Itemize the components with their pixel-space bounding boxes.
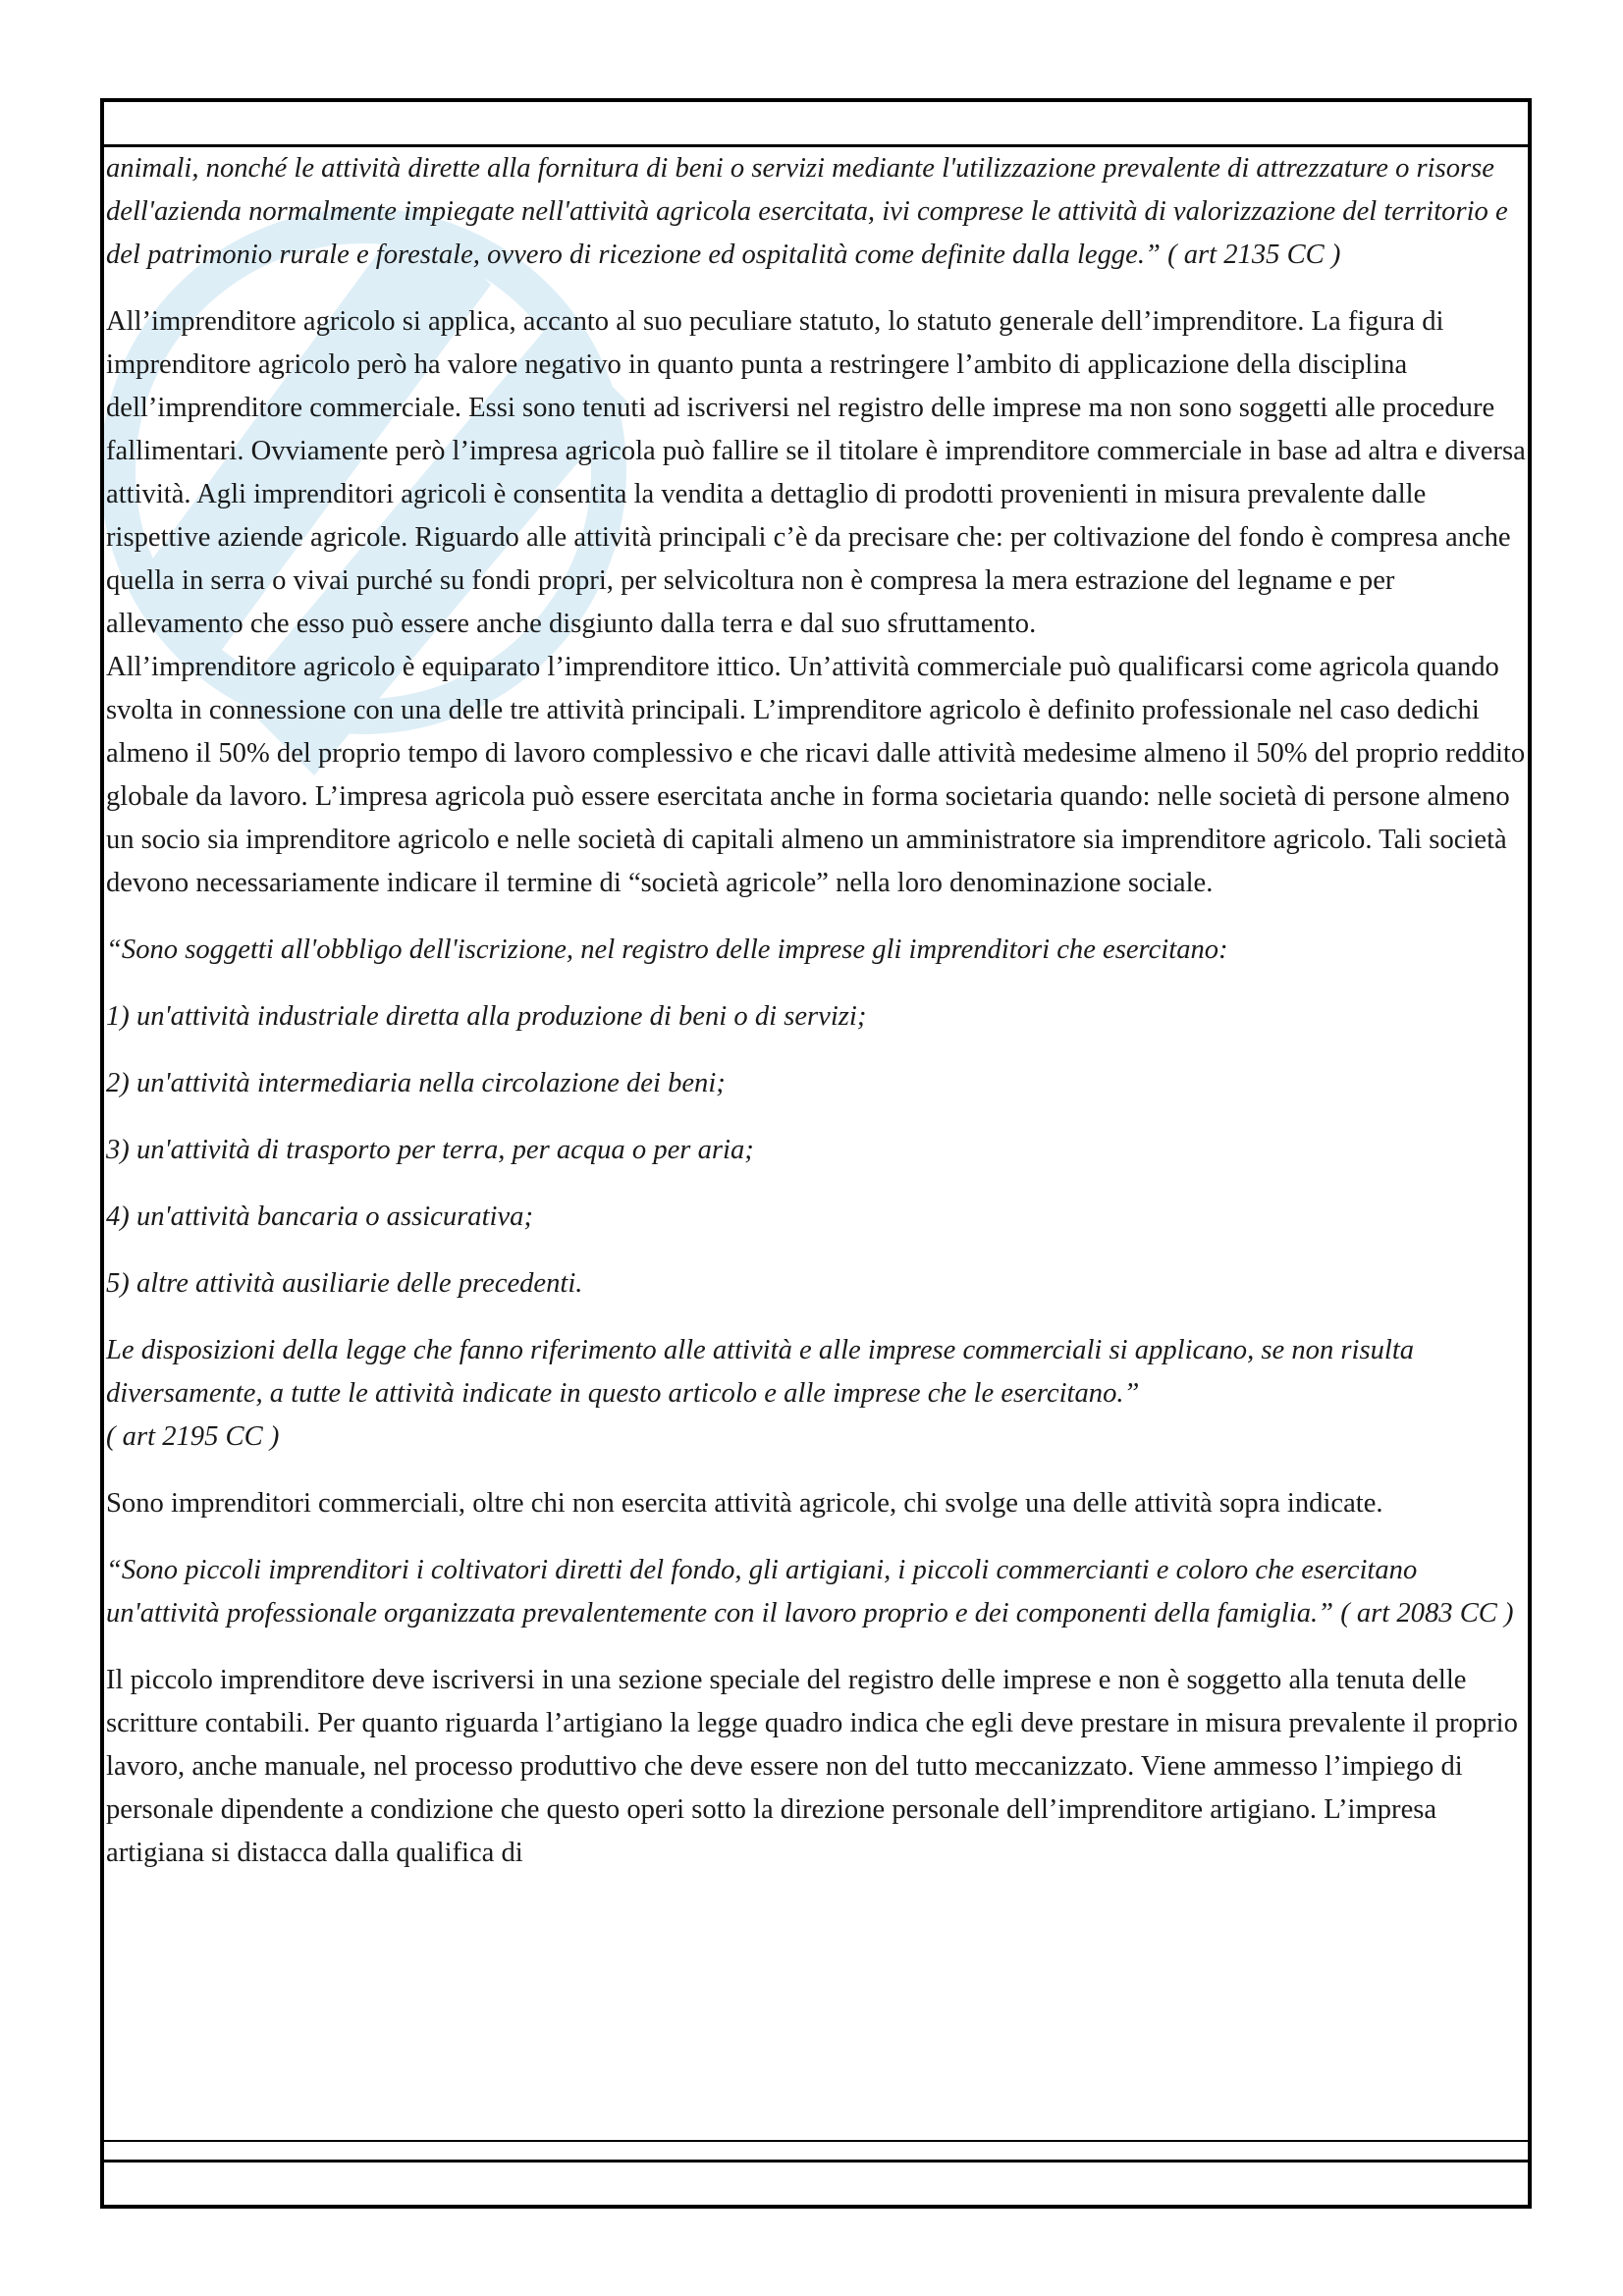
page-frame [100, 98, 1532, 2209]
art-2195-reference: ( art 2195 CC ) [106, 1421, 280, 1452]
list-item: 5) altre attività ausiliarie delle precedenti. [106, 1268, 583, 1299]
document-body [104, 147, 1528, 2134]
list-item: 3) un'attività di trasporto per terra, per acqua o per aria; [106, 1135, 754, 1165]
paragraph-imprenditori-commerciali: Sono imprenditori commerciali, oltre chi non esercita attività agricole, chi svolge una delle attività sopra indicate. [106, 1488, 1383, 1519]
list-item: 2) un'attività intermediaria nella circolazione dei beni; [106, 1068, 726, 1098]
paragraph-art-2195-body [106, 1329, 1526, 1459]
paragraph-art-2083: “Sono piccoli imprenditori i coltivatori diretti del fondo, gli artigiani, i piccoli commercianti e coloro che esercitano un'attività professionale organizzata prevalentemente con il lavoro proprio e dei componenti della famiglia.” ( art 2083 CC ) [106, 1555, 1514, 1629]
paragraph-imprenditore-agricolo: All’imprenditore agricolo si applica, accanto al suo peculiare statuto, lo statuto generale dell’imprenditore. La figura di imprenditore agricolo però ha valore negativo in quanto punta a restringere l’ambito di applicazione della disciplina dell’imprenditore commerciale. Essi sono tenuti ad iscriversi nel registro delle imprese ma non sono soggetti alle procedure fallimentari. Ovviamente però l’impresa agricola può fallire se il titolare è imprenditore commerciale in base ad altra e diversa attività. Agli imprenditori agricoli è consentita la vendita a dettaglio di prodotti provenienti in misura prevalente dalle rispettive aziende agricole. Riguardo alle attività principali c’è da precisare che: per coltivazione del fondo è compresa anche quella in serra o vivai purché su fondi propri, per selvicoltura non è compresa la mera estrazione del legname e per allevamento che esso può essere anche disgiunto dalla terra e dal suo sfruttamento. [106, 306, 1526, 639]
paragraph-art-2195-intro: “Sono soggetti all'obbligo dell'iscrizione, nel registro delle imprese gli imprenditori che esercitano: [106, 934, 1228, 965]
paragraph-imprenditore-ittico: All’imprenditore agricolo è equiparato l’imprenditore ittico. Un’attività commerciale può qualificarsi come agricola quando svolta in connessione con una delle tre attività principali. L’imprenditore agricolo è definito professionale nel caso dedichi almeno il 50% del proprio tempo di lavoro complessivo e che ricavi dalle attività medesime almeno il 50% del proprio reddito globale da lavoro. L’impresa agricola può essere esercitata anche in forma societaria quando: nelle società di persone almeno un socio sia imprenditore agricolo e nelle società di capitali almeno un amministratore sia imprenditore agricolo. Tali società devono necessariamente indicare il termine di “società agricole” nella loro denominazione sociale. [106, 652, 1526, 898]
footer-bar [104, 2160, 1528, 2205]
list-item: 1) un'attività industriale diretta alla produzione di beni o di servizi; [106, 1001, 867, 1032]
paragraph-piccolo-imprenditore: Il piccolo imprenditore deve iscriversi in una sezione speciale del registro delle imprese e non è soggetto alla tenuta delle scritture contabili. Per quanto riguarda l’artigiano la legge quadro indica che egli deve prestare in misura prevalente il proprio lavoro, anche manuale, nel processo produttivo che deve essere non del tutto meccanizzato. Viene ammesso l’impiego di personale dipendente a condizione che questo operi sotto la direzione personale dell’imprenditore artigiano. L’impresa artigiana si distacca dalla qualifica di [106, 1665, 1518, 1868]
art-2195-text: Le disposizioni della legge che fanno riferimento alle attività e alle imprese commerciali si applicano, se non risulta diversamente, a tutte le attività indicate in questo articolo e alle imprese che le esercitano.” [106, 1335, 1415, 1409]
paragraph-art-2135: animali, nonché le attività dirette alla fornitura di beni o servizi mediante l'utilizzazione prevalente di attrezzature o risorse dell'azienda normalmente impiegate nell'attività agricola esercitata, ivi comprese le attività di valorizzazione del territorio e del patrimonio rurale e forestale, ovvero di ricezione ed ospitalità come definite dalla legge.” ( art 2135 CC ) [106, 153, 1508, 270]
header-bar [104, 102, 1528, 147]
list-item: 4) un'attività bancaria o assicurativa; [106, 1201, 533, 1232]
